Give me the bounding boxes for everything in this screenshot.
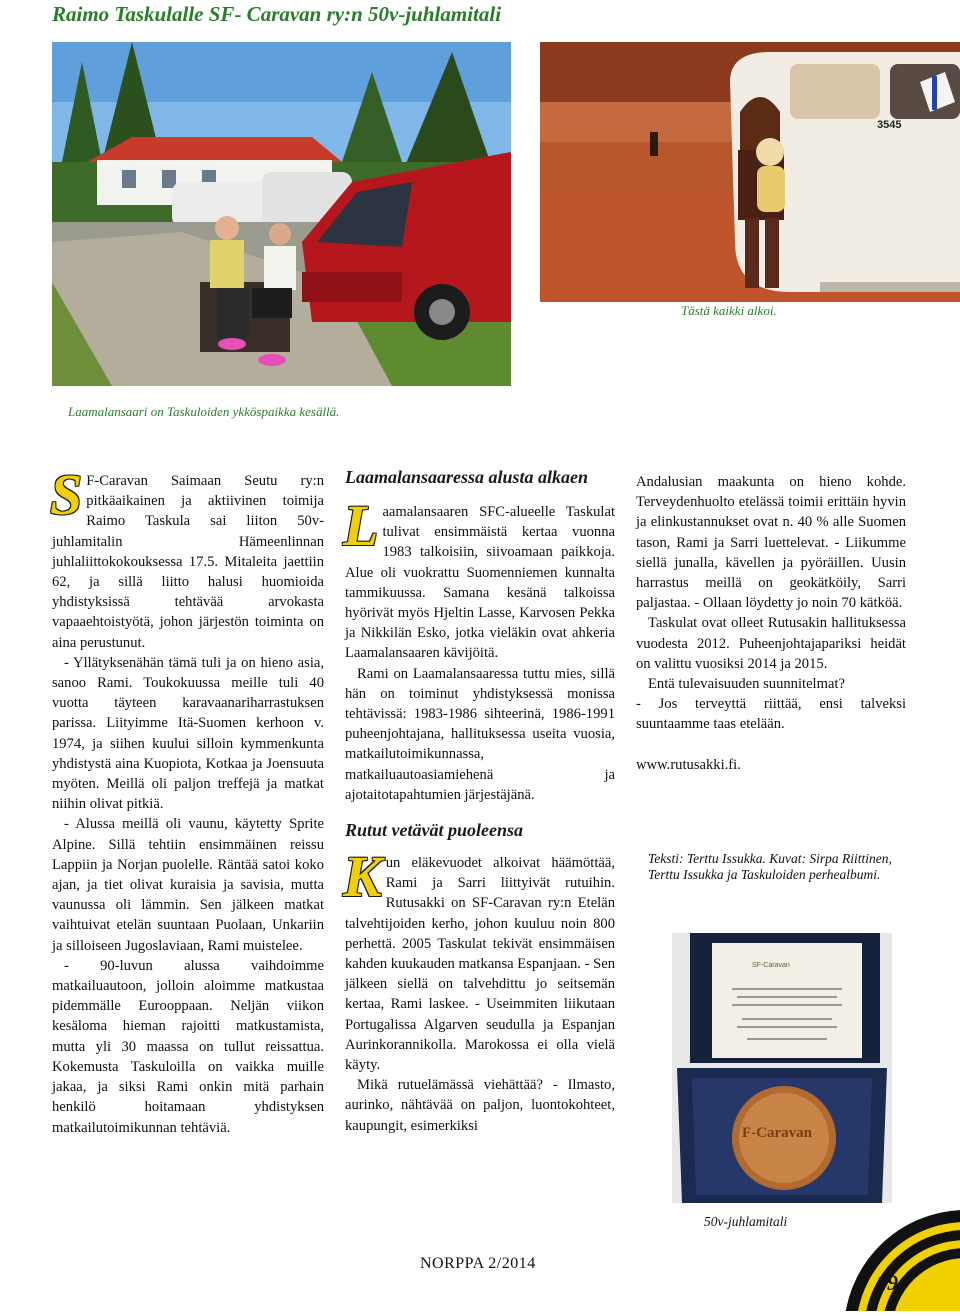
issue-label: NORPPA 2/2014	[420, 1255, 536, 1272]
page-number-badge	[838, 1200, 960, 1311]
dropcap-s: S	[50, 462, 83, 527]
col2-paragraph-3	[343, 844, 615, 1075]
medal-inscription: F-Caravan	[742, 1125, 812, 1141]
campsite-photo	[52, 42, 511, 386]
col2-p3-text: un eläkevuodet alkoivat häämöttää, Rami ja Sarri liittyivät rutuihin. Rutusakki on SF-Caravan ry:n Etelän talvehtijoiden kerho, johon kuuluu noin 800 perhettä. 2005 Taskulat tekivät ensimmäisen kahden kuukauden matkansa Espanjaan. - Sen jälkeen siellä on talvehdittu jo seitsemän kertaa, Rami laskee. - Useimmiten liikutaan Portugalissa Algarven seudulla ja Espanjan Aurinkorannikolla. Marokossa ei olla vielä käyty.	[345, 855, 615, 1074]
dropcap-l: L	[343, 493, 379, 558]
medal-badge-text: SF-Caravan	[752, 962, 790, 969]
col1-paragraph-3: - Alussa meillä oli vaunu, käytetty Sprite Alpine. Sillä tehtiin ensimmäinen reissu Lappiin ja Norjan puolelle. Räntää satoi koko ajan, ja tiet olivat kuraisia ja savisia, mutta vaunussa oli lämmin. Sen jälkeen matkat vaihtuivat etelän suuntaan Puolaan, Unkariin ja silloiseen Jugoslaviaan, Rami muistelee.	[52, 816, 324, 954]
dropcap-k: K	[343, 844, 382, 910]
medal-caption: 50v-juhlamitali	[704, 1214, 788, 1229]
vintage-caravan-photo	[540, 42, 960, 302]
right-photo-caption: Tästä kaikki alkoi.	[681, 303, 777, 318]
column-1	[50, 462, 324, 1138]
article-headline: Raimo Taskulalle SF- Caravan ry:n 50v-juhlamitali	[52, 2, 502, 26]
section-heading-1: Laamalansaaressa alusta alkaen	[345, 467, 589, 487]
col2-paragraph-1	[343, 493, 615, 664]
col3-paragraph-2: Taskulat ovat olleet Rutusakin hallituksessa vuodesta 2012. Puheenjohtajapariksi heidät on valittu vuosiksi 2014 ja 2015.	[636, 615, 906, 672]
col2-p1-text: aamalansaaren SFC-alueelle Taskulat tulivat ensimmäistä kertaa vuonna 1983 talkoisiin, siivoamaan paikkoja. Alue oli vuokrattu Suomenniemen kunnalta tammikuussa. Samana kesänä talkoissa hyörivät myös Hjeltin Lasse, Karvosen Pekka ja Nikkilän Esko, jotka vieläkin ovat ahkeria Laamalansaaren kävijöitä.	[345, 504, 615, 662]
website-link[interactable]: www.rutusakki.fi.	[636, 756, 741, 773]
medal-photo	[672, 933, 892, 1203]
col1-paragraph-4: - 90-luvun alussa vaihdoimme matkailuautoon, jolloin aloimme matkustaa pidemmälle Eurooppaan. Neljän viikon kesäloma hieman rajoitti matkustamista, mutta yli 30 maassa on tullut reissattua. Kokemusta Taskuloilla on vaikka muille jakaa, ja siksi Rami onkin mitä parhain henkilö hoitamaan yhdistyksen matkailutoimikunnan tehtäviä.	[52, 957, 324, 1136]
col3-paragraph-3: Entä tulevaisuuden suunnitelmat?	[648, 676, 845, 693]
section-heading-2: Rutut vetävät puoleensa	[345, 820, 524, 841]
caravan-plate-text: 3545	[877, 119, 902, 131]
page-number: 19	[876, 1270, 898, 1295]
left-photo-caption: Laamalansaari on Taskuloiden ykköspaikka kesällä.	[68, 404, 340, 419]
column-3	[636, 472, 906, 775]
col2-paragraph-4: Mikä rutuelämässä viehättää? - Ilmasto, aurinko, nähtävää on paljon, luontokohteet, kaupungit, esimerkiksi	[345, 1077, 615, 1134]
col1-paragraph-1	[50, 462, 324, 653]
col1-paragraph-2: - Yllätyksenähän tämä tuli ja on hieno asia, sanoo Rami. Toukokuussa meille tuli 40 vuotta täyteen karavaanariharrastuksen parissa. Liityimme Itä-Suomen kerhoon v. 1974, ja siihen kuului silloin kymmenkunta yhdistystä aina Kuopiota, Kotkaa ja Joensuuta myöten. Meillä oli paljon treffejä ja matkat niihin olivat pitkiä.	[52, 654, 324, 813]
column-2	[345, 466, 615, 1136]
col1-p1-text: F-Caravan Saimaan Seutu ry:n pitkäaikainen ja aktiivinen toimija Raimo Taskula sai liiton 50v-juhlamitalin Hämeenlinnan juhlaliittokokouksessa 17.5. Mitaleita jaettiin 62, ja sillä liitto halusi huomioida yhdistyksissä tehtävää arvokasta vapaaehtoistyötä, johon järjestön toiminta on aina perustunut.	[52, 473, 324, 651]
photo-credits: Teksti: Terttu Issukka. Kuvat: Sirpa Riittinen, Terttu Issukka ja Taskuloiden perhealbumi.	[648, 851, 892, 882]
col3-paragraph-1: Andalusian maakunta on hieno kohde. Terveydenhuolto etelässä toimii erittäin hyvin ja elinkustannukset ovat n. 40 % alle Suomen tason, Rami ja Sarri luettelevat. - Liikumme siellä junalla, kävellen ja pyöräillen. Uusin harrastus meillä on geokätköily, Sarri paljastaa. - Ollaan löydetty jo noin 70 kätköä.	[636, 474, 906, 612]
col2-paragraph-2: Rami on Laamalansaaressa tuttu mies, sillä hän on toiminut yhdistyksessä monissa tehtävissä: 1983-1986 sihteerinä, 1986-1991 puheenjohtajana, hallituksessa useita vuosia, matkailutoimikunnassa, matkailuautoasiamiehenä ja ajotaitotapahtumien järjestäjänä.	[345, 665, 615, 803]
col3-paragraph-4: - Jos terveyttä riittää, ensi talveksi suuntaamme taas etelään.	[636, 696, 906, 733]
